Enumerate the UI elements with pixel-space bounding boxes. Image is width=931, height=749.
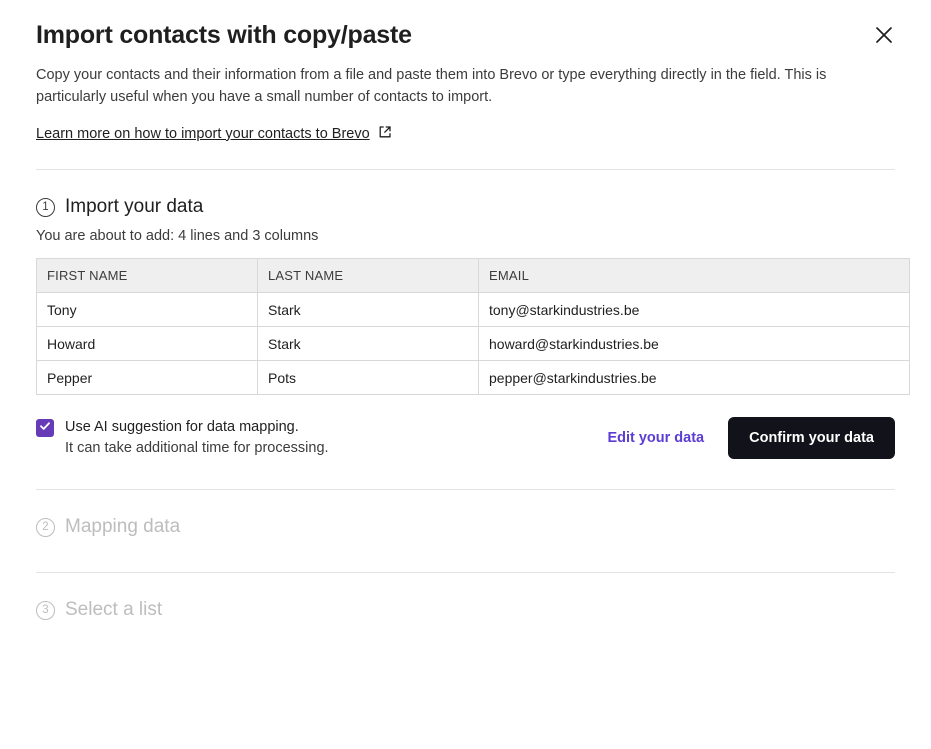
step2-title: Mapping data	[65, 516, 181, 537]
page-title: Import contacts with copy/paste	[36, 21, 412, 49]
dialog-description: Copy your contacts and their information from a file and paste them into Brevo or type everything directly in the field. This is particularly useful when you have a small number of contacts to import.	[36, 67, 827, 105]
cell-last-name: Stark	[258, 293, 479, 327]
cell-last-name: Pots	[258, 361, 479, 395]
step1-heading	[36, 194, 895, 220]
table-row	[37, 293, 910, 327]
step-import-your-data	[36, 170, 895, 459]
step1-actions	[36, 417, 895, 459]
learn-more-label: Learn more on how to import your contacts to Brevo	[36, 125, 370, 142]
cell-email: tony@starkindustries.be	[479, 293, 910, 327]
edit-your-data-button[interactable]: Edit your data	[607, 430, 705, 446]
external-link-icon	[378, 125, 392, 143]
table-row	[37, 361, 910, 395]
step-select-a-list[interactable]	[36, 573, 895, 623]
ai-suggestion-note: It can take additional time for processing.	[65, 440, 329, 456]
dialog-header	[36, 0, 895, 52]
column-header-first-name: FIRST NAME	[37, 259, 258, 293]
close-icon	[874, 25, 894, 45]
imported-data-table	[36, 258, 910, 395]
confirm-your-data-button[interactable]: Confirm your data	[728, 417, 895, 459]
table-row	[37, 327, 910, 361]
ai-suggestion-label: Use AI suggestion for data mapping.	[65, 419, 299, 435]
cell-last-name: Stark	[258, 327, 479, 361]
step2-heading	[36, 514, 895, 540]
cell-first-name: Tony	[37, 293, 258, 327]
cell-first-name: Howard	[37, 327, 258, 361]
step3-number: 3	[36, 601, 55, 620]
checkmark-icon	[39, 419, 51, 437]
step-mapping-data[interactable]	[36, 490, 895, 540]
table-header-row	[37, 259, 910, 293]
cell-email: howard@starkindustries.be	[479, 327, 910, 361]
ai-suggestion-checkbox[interactable]	[36, 419, 54, 437]
step2-number: 2	[36, 518, 55, 537]
step3-heading	[36, 597, 895, 623]
column-header-last-name: LAST NAME	[258, 259, 479, 293]
step3-title: Select a list	[65, 599, 163, 620]
column-header-email: EMAIL	[479, 259, 910, 293]
step1-title: Import your data	[65, 196, 204, 217]
close-button[interactable]	[869, 20, 899, 50]
ai-suggestion-option	[36, 417, 329, 459]
cell-first-name: Pepper	[37, 361, 258, 395]
step1-number: 1	[36, 198, 55, 217]
ai-suggestion-labels	[65, 417, 329, 459]
cell-email: pepper@starkindustries.be	[479, 361, 910, 395]
learn-more-link[interactable]	[36, 124, 392, 143]
step1-buttons	[607, 417, 895, 459]
step1-subtitle: You are about to add: 4 lines and 3 columns	[36, 228, 319, 244]
